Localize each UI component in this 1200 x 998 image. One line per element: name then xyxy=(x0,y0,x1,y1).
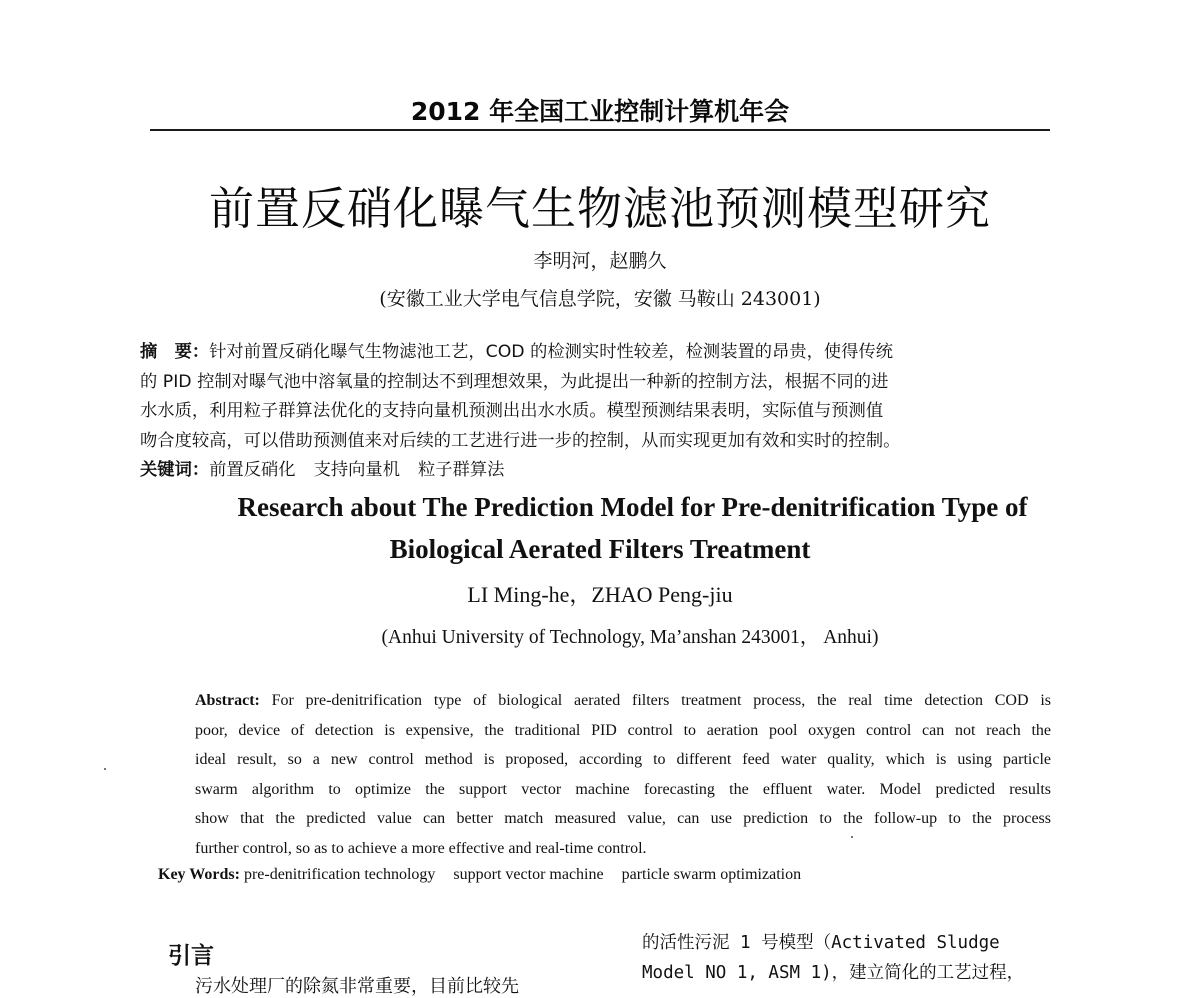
body-text-left-partial: 污水处理厂的除氮非常重要，目前比较先 xyxy=(195,976,519,997)
keyword: 支持向量机 xyxy=(313,460,400,480)
scan-speck xyxy=(104,768,106,770)
english-title-line-1: Research about The Prediction Model for Pre-denitrification Type of xyxy=(237,492,1028,522)
keyword: 粒子群算法 xyxy=(417,460,505,480)
body-line: 的活性污泥 1 号模型（Activated Sludge xyxy=(642,933,1000,953)
english-abstract xyxy=(195,686,1051,863)
english-abstract-line: ideal result, so a new control method is proposed, according to different feed water quality, which is using particle xyxy=(195,751,1051,768)
body-line: Model NO 1, ASM 1)，建立简化的工艺过程， xyxy=(642,963,1025,983)
chinese-abstract-line: 水水质，利用粒子群算法优化的支持向量机预测出出水水质。模型预测结果表明，实际值与预测值 xyxy=(140,401,884,421)
chinese-keywords-label: 关键词： xyxy=(140,460,210,480)
keyword: support vector machine xyxy=(453,866,604,883)
english-title-line-2: Biological Aerated Filters Treatment xyxy=(389,534,811,564)
english-abstract-line: Abstract: For pre-denitrification type of biological aerated filters treatment process, the real time detection COD is xyxy=(195,692,1051,709)
english-abstract-line: show that the predicted value can better match measured value, can use prediction to the follow-up to the process xyxy=(195,810,1051,827)
chinese-affiliation: (安徽工业大学电气信息学院，安徽 马鞍山 243001) xyxy=(379,288,821,310)
body-text-right xyxy=(642,928,1066,988)
english-affiliation: (Anhui University of Technology, Ma’anshan 243001， Anhui) xyxy=(381,627,879,648)
english-abstract-line: further control, so as to achieve a more effective and real-time control. xyxy=(195,839,647,857)
english-keywords-label: Key Words: xyxy=(158,866,240,883)
english-abstract-label: Abstract: xyxy=(195,692,260,709)
keyword: pre-denitrification technology xyxy=(243,866,436,883)
english-abstract-line: swarm algorithm to optimize the support vector machine forecasting the effluent water. Model predicted results xyxy=(195,780,1051,798)
chinese-title: 前置反硝化曝气生物滤池预测模型研究 xyxy=(208,182,991,235)
scan-speck xyxy=(851,836,853,838)
chinese-abstract xyxy=(140,338,1065,486)
section-heading-introduction: 引言 xyxy=(168,943,214,969)
chinese-keywords xyxy=(140,456,1065,486)
english-authors: LI Ming-he，ZHAO Peng-jiu xyxy=(467,582,733,607)
english-keywords xyxy=(158,866,801,884)
keyword: particle swarm optimization xyxy=(621,866,802,883)
header-rule xyxy=(150,129,1050,131)
keyword: 前置反硝化 xyxy=(209,460,296,480)
chinese-abstract-label: 摘 要： xyxy=(140,342,210,362)
chinese-abstract-line: 摘 要：针对前置反硝化曝气生物滤池工艺，COD 的检测实时性较差，检测装置的昂贵，使得传统 xyxy=(140,342,894,362)
conference-header: 2012 年全国工业控制计算机年会 xyxy=(410,97,790,126)
chinese-authors: 李明河，赵鹏久 xyxy=(533,250,667,272)
english-abstract-line: poor, device of detection is expensive, the traditional PID control to aeration pool oxygen control can not reach the xyxy=(195,721,1051,739)
chinese-abstract-line: 吻合度较高，可以借助预测值来对后续的工艺进行进一步的控制，从而实现更加有效和实时的控制。 xyxy=(140,430,901,451)
chinese-abstract-line: 的 PID 控制对曝气池中溶氧量的控制达不到理想效果，为此提出一种新的控制方法，根据不同的进 xyxy=(140,371,889,392)
